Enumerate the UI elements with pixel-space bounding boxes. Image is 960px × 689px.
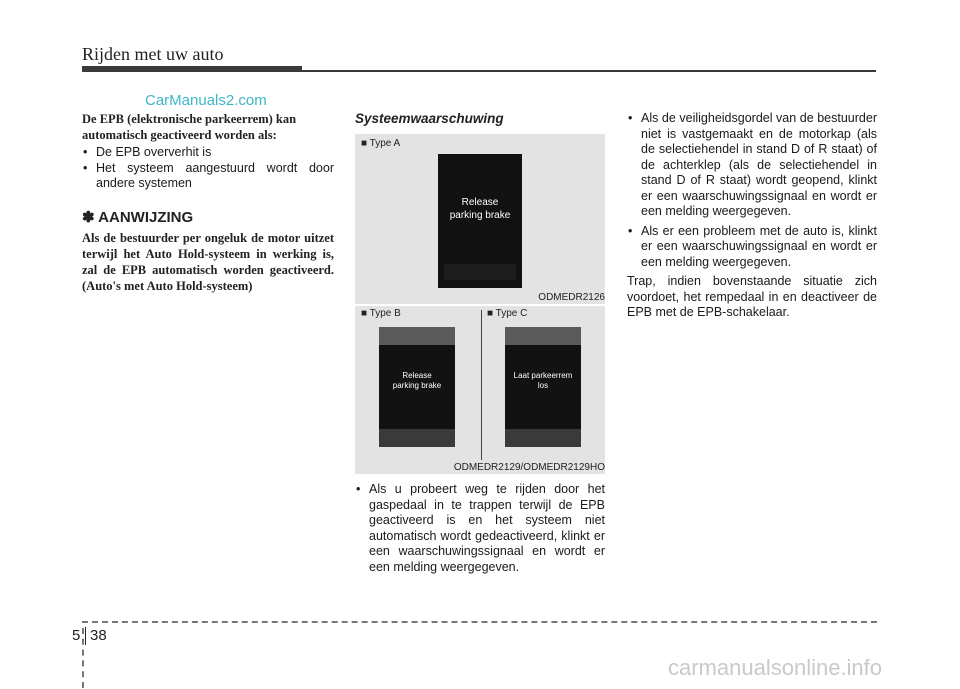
warning-list xyxy=(355,482,605,575)
list-item: • Het systeem aangestuurd wordt door andere systemen xyxy=(82,161,334,192)
warning-list xyxy=(627,111,877,270)
display-status-strip xyxy=(444,264,516,280)
instruction-paragraph: Trap, indien bovenstaande situatie zich voordoet, het rempedaal in en deactiveer de EPB met de EPB-schakelaar. xyxy=(627,274,877,319)
page-number-divider xyxy=(85,627,86,645)
type-c-label: ■ Type C xyxy=(487,308,528,319)
figure-code-bc: ODMEDR2129/ODMEDR2129HO xyxy=(453,462,605,473)
watermark-top: CarManuals2.com xyxy=(145,92,267,109)
page-number: 38 xyxy=(90,627,107,644)
footer-margin-line xyxy=(82,628,84,688)
footer-rule xyxy=(82,621,877,623)
watermark-bottom: carmanualsonline.info xyxy=(668,655,883,680)
list-item: • Als de veiligheidsgordel van de bestuurder niet is vastgemaakt en de motorkap (als de selectiehendel in stand D of R staat) of de achterklep (als de selectiehendel in stand D of R staat) wordt geopend, klinkt er een waarschuwingssignaal en wordt er een melding weergegeven. xyxy=(627,111,877,220)
middle-column-text xyxy=(355,480,605,575)
figure-code-a: ODMEDR2126 xyxy=(538,292,605,303)
note-heading: ✽ AANWIJZING xyxy=(82,208,194,226)
display-message: Release parking brake xyxy=(392,371,442,390)
display-top-shade xyxy=(379,327,455,345)
type-b-label: ■ Type B xyxy=(361,308,401,319)
display-message: Release parking brake xyxy=(449,197,511,221)
section-number: 5 xyxy=(72,627,81,644)
display-type-a xyxy=(438,154,522,288)
list-item: • De EPB oververhit is xyxy=(82,145,334,161)
intro-text: De EPB (elektronische parkeerrem) kan automatisch geactiveerd worden als: xyxy=(82,112,297,142)
display-message: Laat parkeerrem los xyxy=(513,371,573,390)
figure-divider xyxy=(481,310,482,460)
right-column xyxy=(627,111,877,321)
display-bottom-shade xyxy=(379,429,455,447)
type-a-label: ■ Type A xyxy=(361,138,401,149)
list-item: • Als u probeert weg te rijden door het gaspedaal in te trappen terwijl de EPB geactiveerd is en het systeem niet automatisch wordt gedeactiveerd, klinkt er een waarschuwingssignaal en wordt er een melding weergegeven. xyxy=(355,482,605,575)
display-bottom-shade xyxy=(505,429,581,447)
chapter-title: Rijden met uw auto xyxy=(82,44,224,64)
activation-list xyxy=(82,145,334,192)
note-body: Als de bestuurder per ongeluk de motor uitzet terwijl het Auto Hold-systeem in werking is, zal de EPB automatisch worden geactiveerd. (Auto's met Auto Hold-systeem) xyxy=(82,230,334,293)
left-column xyxy=(82,111,334,294)
header-rule xyxy=(302,70,876,72)
display-type-b xyxy=(379,327,455,447)
header-bar xyxy=(82,66,302,72)
list-item: • Als er een probleem met de auto is, klinkt er een waarschuwingssignaal en wordt er een melding weergegeven. xyxy=(627,224,877,271)
display-top-shade xyxy=(505,327,581,345)
section-title: Systeemwaarschuwing xyxy=(355,111,504,126)
display-type-c xyxy=(505,327,581,447)
